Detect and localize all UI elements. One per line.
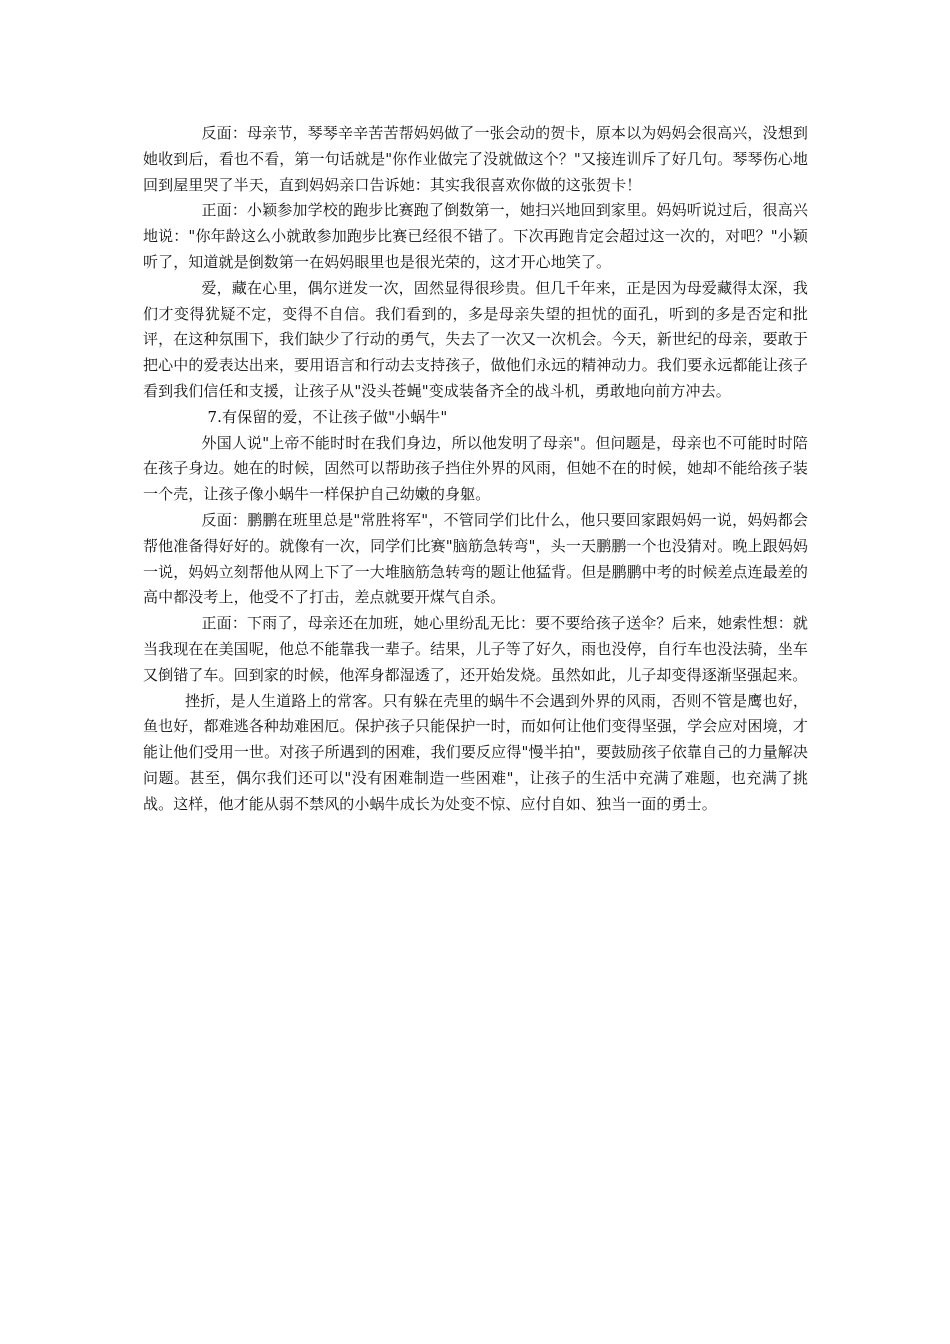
document-body [143, 121, 808, 818]
paragraph-fanmian-pengpeng: 反面：鹏鹏在班里总是"常胜将军"，不管同学们比什么，他只要回家跟妈妈一说，妈妈都会帮他准备得好好的。就像有一次，同学们比赛"脑筋急转弯"，头一天鹏鹏一个也没猜对。晚上跟妈妈一说，妈妈立刻帮他从网上下了一大堆脑筋急转弯的题让他猛背。但是鹏鹏中考的时候差点连最差的高中都没考上，他受不了打击，差点就要开煤气自杀。 [143, 510, 808, 607]
paragraph-fanmian-mothers-day: 反面：母亲节，琴琴辛辛苦苦帮妈妈做了一张会动的贺卡，原本以为妈妈会很高兴，没想到她收到后，看也不看，第一句话就是"你作业做完了没就做这个？"又接连训斥了好几句。琴琴伤心地回到屋里哭了半天，直到妈妈亲口告诉她：其实我很喜欢你做的这张贺卡！ [143, 124, 808, 194]
paragraph-zhengmian-rain: 正面：下雨了，母亲还在加班，她心里纷乱无比：要不要给孩子送伞？后来，她索性想：就当我现在在美国呢，他总不能靠我一辈子。结果，儿子等了好久，雨也没停，自行车也没法骑，坐车又倒错了车。回到家的时候，他浑身都湿透了，还开始发烧。虽然如此，儿子却变得逐渐坚强起来。 [143, 614, 808, 684]
paragraph-setbacks: 挫折，是人生道路上的常客。只有躲在壳里的蜗牛不会遇到外界的风雨，否则不管是鹰也好，鱼也好，都难逃各种劫难困厄。保护孩子只能保护一时，而如何让他们变得坚强，学会应对困境，才能让他们受用一世。对孩子所遇到的困难，我们要反应得"慢半拍"，要鼓励孩子依靠自己的力量解决问题。甚至，偶尔我们还可以"没有困难制造一些困难"，让孩子的生活中充满了难题，也充满了挑战。这样，他才能从弱不禁风的小蜗牛成长为处变不惊、应付自如、独当一面的勇士。 [143, 691, 808, 813]
section-heading-7: 7.有保留的爱，不让孩子做"小蜗牛" [207, 407, 448, 426]
paragraph-love-hidden: 爱，藏在心里，偶尔迸发一次，固然显得很珍贵。但几千年来，正是因为母爱藏得太深，我们才变得犹疑不定，变得不自信。我们看到的，多是母亲失望的担忧的面孔，听到的多是否定和批评，在这种氛围下，我们缺少了行动的勇气，失去了一次又一次机会。今天，新世纪的母亲，要敢于把心中的爱表达出来，要用语言和行动去支持孩子，做他们永远的精神动力。我们要永远都能让孩子看到我们信任和支援，让孩子从"没头苍蝇"变成装备齐全的战斗机，勇敢地向前方冲去。 [143, 278, 808, 400]
paragraph-foreigners-say: 外国人说"上帝不能时时在我们身边，所以他发明了母亲"。但问题是，母亲也不可能时时陪在孩子身边。她在的时候，固然可以帮助孩子挡住外界的风雨，但她不在的时候，她却不能给孩子装一个壳，让孩子像小蜗牛一样保护自己幼嫩的身躯。 [143, 433, 808, 504]
paragraph-zhengmian-running-race: 正面：小颖参加学校的跑步比赛跑了倒数第一，她扫兴地回到家里。妈妈听说过后，很高兴地说："你年龄这么小就敢参加跑步比赛已经很不错了。下次再跑肯定会超过这一次的，对吧？"小颖听了，知道就是倒数第一在妈妈眼里也是很光荣的，这才开心地笑了。 [143, 201, 808, 271]
